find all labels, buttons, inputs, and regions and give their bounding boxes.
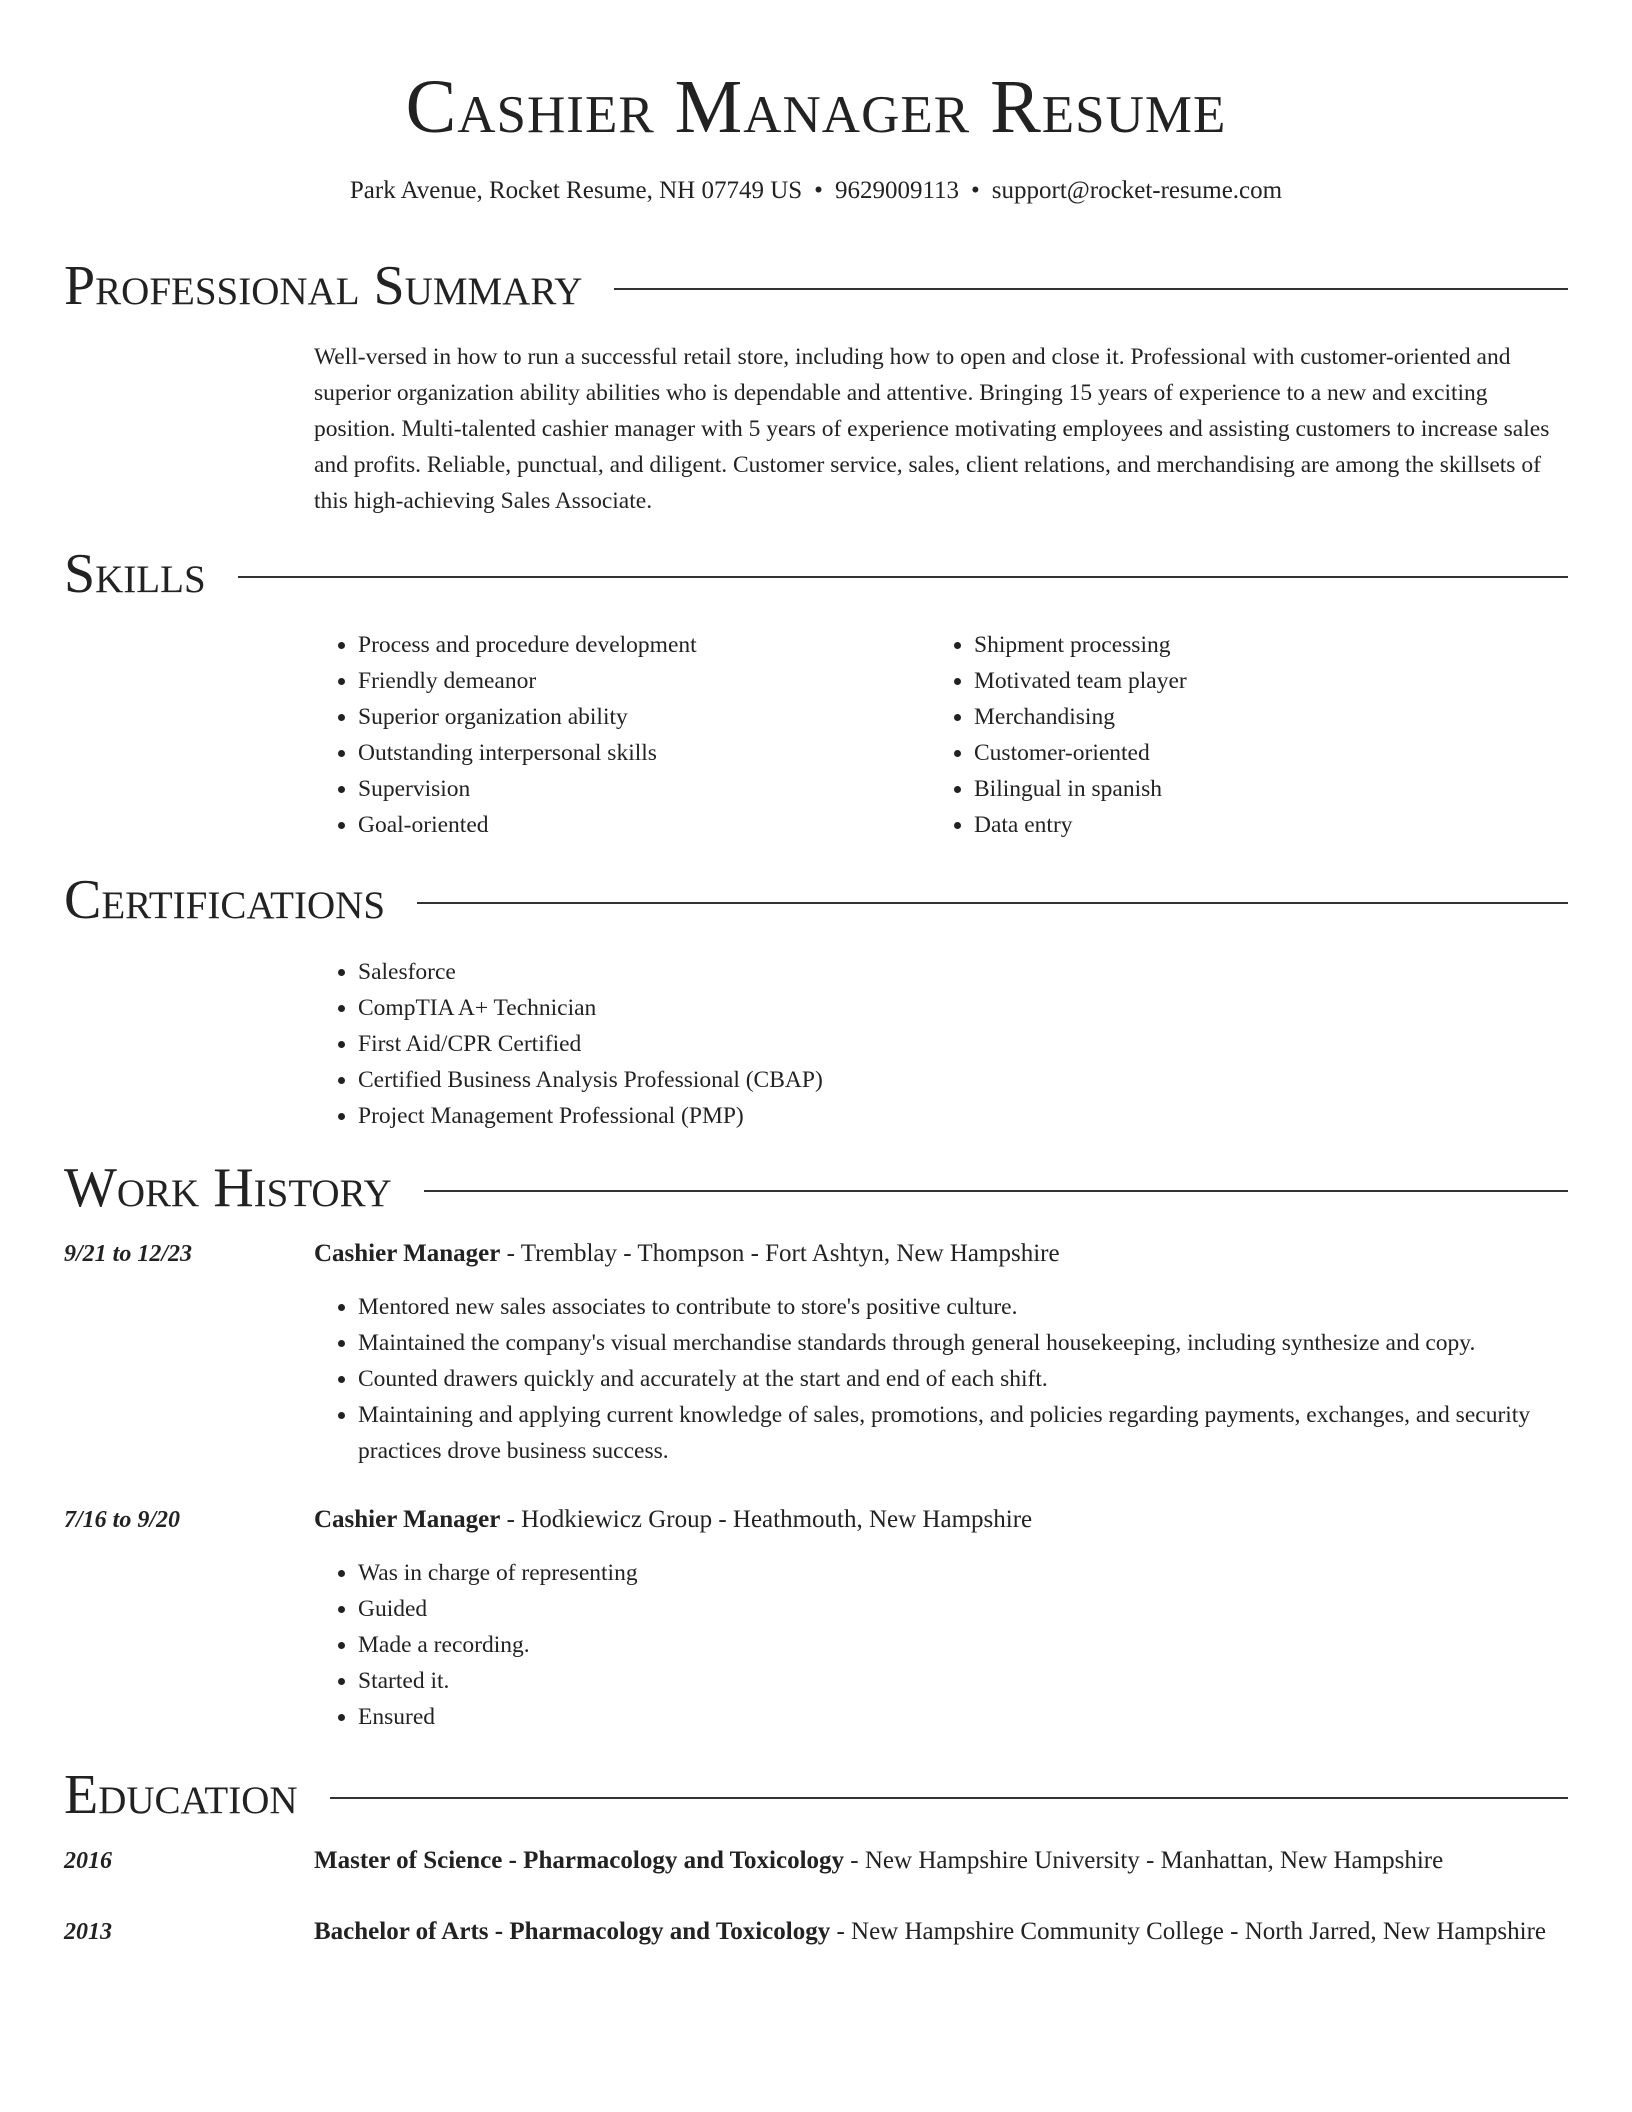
skills-title: Skills	[64, 543, 206, 605]
phone: 9629009113	[834, 177, 960, 204]
education-degree: Master of Science - Pharmacology and Toxicology	[314, 1847, 845, 1874]
skills-column-right	[930, 627, 1546, 843]
section-divider	[238, 576, 1568, 578]
certifications-list	[314, 954, 1570, 1134]
education-title: Education	[64, 1764, 298, 1826]
summary-title: Professional Summary	[64, 255, 583, 317]
job-responsibilities	[314, 1555, 1570, 1735]
job-heading	[314, 1501, 1570, 1539]
section-divider	[614, 288, 1568, 290]
separator-dot: •	[971, 177, 980, 204]
work-history-header	[64, 1156, 1568, 1220]
certification-item: • Certified Business Analysis Professional (CBAP)	[358, 1062, 1570, 1098]
job-company: - Tremblay - Thompson - Fort Ashtyn, New Hampshire	[500, 1240, 1060, 1267]
education-school: - New Hampshire University - Manhattan, New Hampshire	[844, 1847, 1444, 1874]
certifications-header	[64, 868, 1568, 932]
skill-item: • Shipment processing	[974, 627, 1546, 663]
job-bullet: • Guided	[358, 1591, 1570, 1627]
certifications-title: Certifications	[64, 869, 386, 931]
skill-item: • Bilingual in spanish	[974, 771, 1546, 807]
certification-item: • First Aid/CPR Certified	[358, 1026, 1570, 1062]
job-bullet: • Maintained the company's visual merchandise standards through general housekeeping, including synthesize and copy.	[358, 1325, 1570, 1361]
skill-item: • Superior organization ability	[358, 699, 930, 735]
job-bullet: • Mentored new sales associates to contribute to store's positive culture.	[358, 1289, 1570, 1325]
job-bullet: • Counted drawers quickly and accurately at the start and end of each shift.	[358, 1361, 1570, 1397]
work-history-title: Work History	[64, 1157, 392, 1219]
job-position: Cashier Manager	[314, 1240, 501, 1267]
education-year: 2016	[64, 1848, 112, 1874]
job-bullet: • Ensured	[358, 1699, 1570, 1735]
education-year: 2013	[64, 1919, 112, 1945]
skill-item: • Supervision	[358, 771, 930, 807]
skill-item: • Outstanding interpersonal skills	[358, 735, 930, 771]
job-position: Cashier Manager	[314, 1506, 501, 1533]
summary-header	[64, 254, 1568, 318]
certification-item: • CompTIA A+ Technician	[358, 990, 1570, 1026]
certification-item: • Salesforce	[358, 954, 1570, 990]
job-dates: 9/21 to 12/23	[64, 1241, 193, 1267]
skill-item: • Motivated team player	[974, 663, 1546, 699]
skills-list	[314, 627, 1570, 843]
education-entry	[314, 1913, 1570, 1951]
skill-item: • Data entry	[974, 807, 1546, 843]
separator-dot: •	[814, 177, 823, 204]
job-bullet: • Was in charge of representing	[358, 1555, 1570, 1591]
job-responsibilities	[314, 1289, 1570, 1469]
skill-item: • Goal-oriented	[358, 807, 930, 843]
education-degree: Bachelor of Arts - Pharmacology and Toxicology	[314, 1918, 831, 1945]
education-header	[64, 1763, 1568, 1827]
skill-item: • Friendly demeanor	[358, 663, 930, 699]
section-divider	[424, 1190, 1568, 1192]
job-dates: 7/16 to 9/20	[64, 1507, 181, 1533]
skill-item: • Merchandising	[974, 699, 1546, 735]
section-divider	[330, 1797, 1568, 1799]
contact-line	[0, 175, 1632, 207]
skills-column-left	[314, 627, 930, 843]
job-bullet: • Made a recording.	[358, 1627, 1570, 1663]
section-divider	[417, 902, 1568, 904]
skill-item: • Process and procedure development	[358, 627, 930, 663]
education-school: - New Hampshire Community College - North Jarred, New Hampshire	[830, 1918, 1547, 1945]
address: Park Avenue, Rocket Resume, NH 07749 US	[349, 177, 803, 204]
job-heading	[314, 1235, 1570, 1273]
skills-header	[64, 542, 1568, 606]
summary-text: Well-versed in how to run a successful retail store, including how to open and close it. Professional with customer-oriented and superior organization ability abilities who is dependable and attentive. Bringing 15 years of experience to a new and exciting position. Multi-talented cashier manager with 5 years of experience motivating employees and assisting customers to increase sales and profits. Reliable, punctual, and diligent. Customer service, sales, client relations, and merchandising are among the skillsets of this high-achieving Sales Associate.	[314, 344, 1550, 514]
job-company: - Hodkiewicz Group - Heathmouth, New Hampshire	[500, 1506, 1033, 1533]
education-entry	[314, 1842, 1570, 1880]
email: support@rocket-resume.com	[991, 177, 1283, 204]
certification-item: • Project Management Professional (PMP)	[358, 1098, 1570, 1134]
job-bullet: • Maintaining and applying current knowledge of sales, promotions, and policies regarding payments, exchanges, and security practices drove business success.	[358, 1397, 1570, 1469]
job-bullet: • Started it.	[358, 1663, 1570, 1699]
resume-title: Cashier Manager Resume	[405, 65, 1227, 149]
skill-item: • Customer-oriented	[974, 735, 1546, 771]
